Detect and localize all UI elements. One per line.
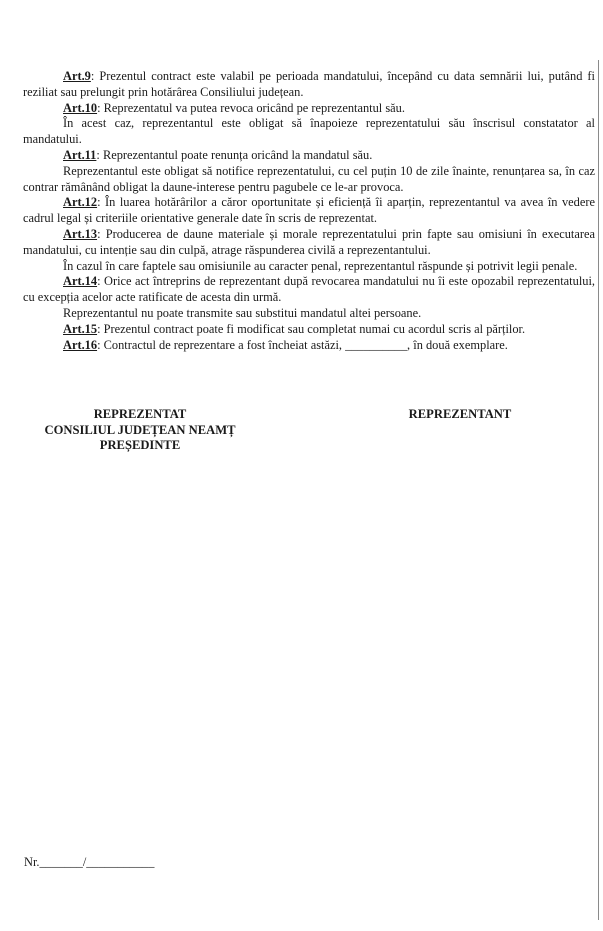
article-continuation	[23, 116, 595, 148]
article-separator: :	[97, 226, 106, 241]
article-separator: :	[90, 69, 100, 83]
signature-left-line: CONSILIUL JUDEȚEAN NEAMȚ	[44, 422, 236, 437]
article-continuation	[23, 259, 595, 275]
article-label: Art.11	[63, 147, 97, 162]
article-label: Art.9	[63, 69, 91, 83]
signature-reprezentat	[30, 407, 250, 454]
signature-right-line: REPREZENTANT	[408, 407, 512, 421]
article-text: În luarea hotărârilor a căror oportunitate și eficiență îi aparțin, reprezentantul va avea în vedere cadrul legal și criteriile orientative generale date în scris de reprezentat.	[23, 195, 595, 226]
contract-body	[23, 69, 595, 353]
article-text: Reprezentantul este obligat să notifice reprezentatului, cu cel puțin 10 de zile înainte, renunțarea sa, în caz contrar rămânând obligat la daune-interese pentru pagubele ce le-ar provoca.	[23, 163, 595, 194]
signature-left-line: PREȘEDINTE	[99, 438, 181, 452]
article-separator: :	[97, 321, 104, 336]
article-paragraph	[23, 69, 595, 101]
article-separator: :	[97, 337, 104, 352]
article-separator: :	[97, 195, 106, 210]
article-text: Orice act întreprins de reprezentant după revocarea mandatului nu îi este opozabil reprezentatului, cu excepția acelor acte ratificate de acesta din urmă.	[23, 274, 595, 305]
article-text: Reprezentantul poate renunța oricând la mandatul său.	[102, 147, 373, 162]
article-paragraph	[23, 274, 595, 306]
article-paragraph	[23, 322, 595, 338]
article-text: Reprezentantul nu poate transmite sau substitui mandatul altei persoane.	[63, 305, 422, 320]
article-label: Art.14	[63, 274, 98, 289]
article-text: Prezentul contract este valabil pe perioada mandatului, începând cu data semnării lui, putând fi reziliat sau prelungit prin hotărârea Consiliului județean.	[23, 69, 596, 99]
article-paragraph	[23, 338, 595, 354]
article-paragraph	[23, 148, 595, 164]
signature-reprezentant	[390, 407, 530, 423]
article-text: În acest caz, reprezentantul este obligat să înapoieze reprezentatului său înscrisul constatator al mandatului.	[23, 116, 595, 147]
article-separator: :	[96, 147, 103, 162]
page-edge-line	[598, 60, 599, 920]
article-label: Art.16	[63, 337, 98, 352]
article-text: Producerea de daune materiale și morale reprezentatului prin fapte sau omisiuni în executarea mandatului, cu intenție sau din culpă, atrage răspunderea civilă a reprezentantului.	[23, 226, 595, 257]
registration-number: Nr._______/___________	[24, 855, 155, 869]
signature-left-line: REPREZENTAT	[93, 407, 187, 421]
article-label: Art.15	[63, 321, 98, 336]
article-label: Art.10	[63, 100, 98, 115]
article-text: Prezentul contract poate fi modificat sau completat numai cu acordul scris al părților.	[103, 321, 526, 336]
article-text: Reprezentatul va putea revoca oricând pe reprezentantul său.	[103, 100, 405, 115]
article-continuation	[23, 306, 595, 322]
article-label: Art.13	[63, 226, 98, 241]
article-text: În cazul în care faptele sau omisiunile au caracter penal, reprezentantul răspunde și potrivit legii penale.	[63, 258, 578, 273]
article-paragraph	[23, 227, 595, 259]
article-label: Art.12	[63, 195, 98, 210]
article-continuation	[23, 164, 595, 196]
article-paragraph	[23, 195, 595, 227]
article-separator: :	[97, 100, 104, 115]
article-separator: :	[97, 274, 105, 289]
article-text: Contractul de reprezentare a fost încheiat astăzi, __________, în două exemplare.	[103, 337, 508, 352]
article-paragraph	[23, 101, 595, 117]
